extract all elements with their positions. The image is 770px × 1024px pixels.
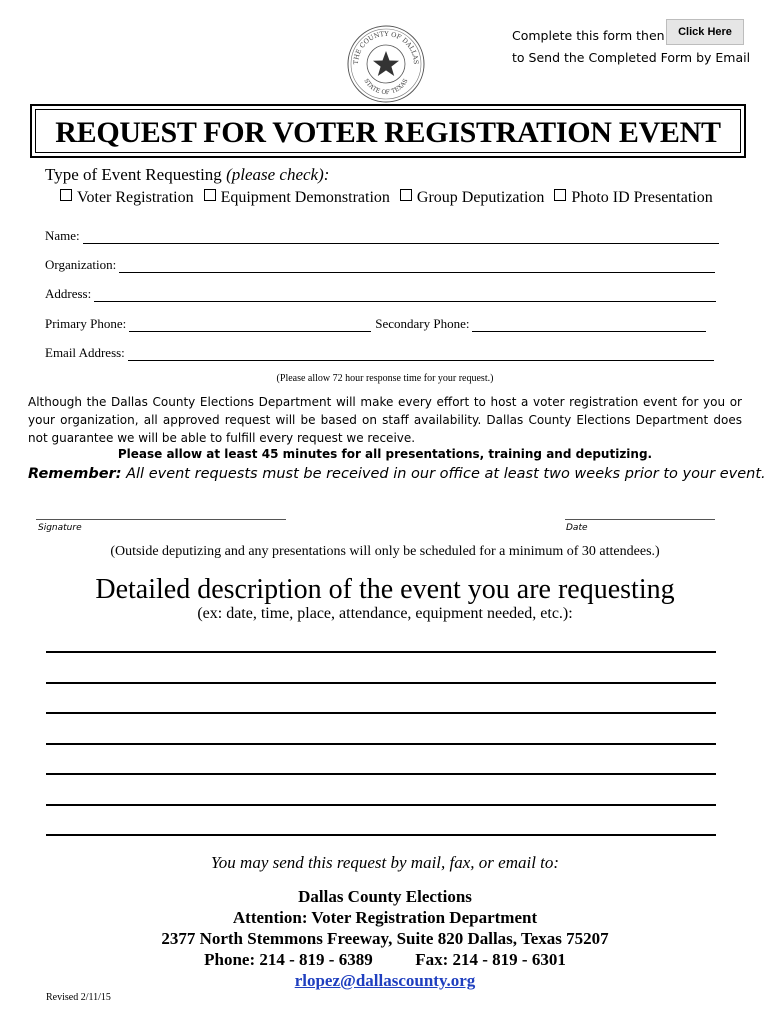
response-time-note: (Please allow 72 hour response time for your request.) xyxy=(276,373,494,384)
event-type-options xyxy=(60,189,713,207)
description-line[interactable] xyxy=(46,712,716,714)
description-line[interactable] xyxy=(46,834,716,836)
date-label: Date xyxy=(566,523,588,533)
detail-heading: Detailed description of the event you are requesting xyxy=(95,574,675,605)
signature-field[interactable] xyxy=(36,519,286,520)
contact-numbers xyxy=(0,950,770,970)
outside-deputizing-note: (Outside deputizing and any presentations will only be scheduled for a minimum of 30 attendees.) xyxy=(110,544,660,559)
email-field[interactable] xyxy=(128,347,714,361)
organization-label: Organization: xyxy=(45,257,117,272)
address-line1: Dallas County Elections xyxy=(298,887,472,906)
description-line[interactable] xyxy=(46,743,716,745)
option-voter-registration[interactable] xyxy=(60,189,194,206)
option-label: Equipment Demonstration xyxy=(220,189,390,206)
email-link[interactable]: rlopez@dallascounty.org xyxy=(294,971,476,990)
name-row xyxy=(45,228,719,244)
option-label: Group Deputization xyxy=(416,189,545,206)
email-row xyxy=(45,345,714,361)
option-label: Voter Registration xyxy=(77,189,194,206)
primary-phone-label: Primary Phone: xyxy=(45,316,127,331)
event-type-label-text: Type of Event Requesting xyxy=(45,165,227,184)
county-seal-logo xyxy=(346,24,426,104)
click-here-button[interactable]: Click Here xyxy=(666,19,744,45)
organization-field[interactable] xyxy=(119,259,715,273)
secondary-phone-field[interactable] xyxy=(472,318,706,332)
address-label: Address: xyxy=(45,286,92,301)
description-line[interactable] xyxy=(46,804,716,806)
description-line[interactable] xyxy=(46,682,716,684)
address-line2: Attention: Voter Registration Department xyxy=(232,908,538,927)
revision-date: Revised 2/11/15 xyxy=(46,992,111,1003)
email-label: Email Address: xyxy=(45,345,125,360)
description-line[interactable] xyxy=(46,773,716,775)
checkbox-photo-id-presentation[interactable] xyxy=(554,189,566,201)
name-field[interactable] xyxy=(83,230,719,244)
description-line[interactable] xyxy=(46,651,716,653)
checkbox-group-deputization[interactable] xyxy=(400,189,412,201)
event-type-label xyxy=(45,165,329,185)
option-label: Photo ID Presentation xyxy=(571,189,713,206)
svg-text:STATE OF TEXAS: STATE OF TEXAS xyxy=(362,77,410,97)
page-title: REQUEST FOR VOTER REGISTRATION EVENT xyxy=(35,109,741,153)
phone-number: Phone: 214 - 819 - 6389 xyxy=(204,950,373,969)
address-field[interactable] xyxy=(94,288,716,302)
signature-label: Signature xyxy=(38,523,82,533)
svg-text:THE COUNTY OF DALLAS: THE COUNTY OF DALLAS xyxy=(351,29,421,65)
option-group-deputization[interactable] xyxy=(400,189,545,206)
mail-instructions: You may send this request by mail, fax, or email to: xyxy=(210,853,560,872)
date-field[interactable] xyxy=(565,519,715,520)
address-line3: 2377 North Stemmons Freeway, Suite 820 Dallas, Texas 75207 xyxy=(161,929,609,948)
secondary-phone-label: Secondary Phone: xyxy=(375,316,470,331)
name-label: Name: xyxy=(45,228,80,243)
detail-subheading: (ex: date, time, place, attendance, equipment needed, etc.): xyxy=(197,605,573,622)
option-photo-id-presentation[interactable] xyxy=(554,189,712,206)
organization-row xyxy=(45,257,715,273)
duration-note: Please allow at least 45 minutes for all presentations, training and deputizing. xyxy=(117,447,653,461)
remember-label: Remember: xyxy=(28,466,122,482)
fax-number: Fax: 214 - 819 - 6301 xyxy=(415,950,566,969)
option-equipment-demonstration[interactable] xyxy=(204,189,390,206)
header-note-line2: to Send the Completed Form by Email xyxy=(512,50,751,65)
address-row xyxy=(45,286,716,302)
phone-row xyxy=(45,316,706,332)
disclaimer-paragraph: Although the Dallas County Elections Department will make every effort to host a voter registration event for you or your organization, all approved request will be based on staff availability. Dallas County Elections Department does not guarantee we will be able to fulfill every request we receive. xyxy=(28,395,742,445)
checkbox-equipment-demonstration[interactable] xyxy=(204,189,216,201)
primary-phone-field[interactable] xyxy=(129,318,371,332)
title-box xyxy=(30,104,746,158)
header-note-line1: Complete this form then xyxy=(512,28,665,43)
event-type-hint: (please check): xyxy=(226,165,330,184)
remember-text: All event requests must be received in our office at least two weeks prior to your event. xyxy=(121,466,766,482)
remember-note xyxy=(28,466,766,482)
checkbox-voter-registration[interactable] xyxy=(60,189,72,201)
